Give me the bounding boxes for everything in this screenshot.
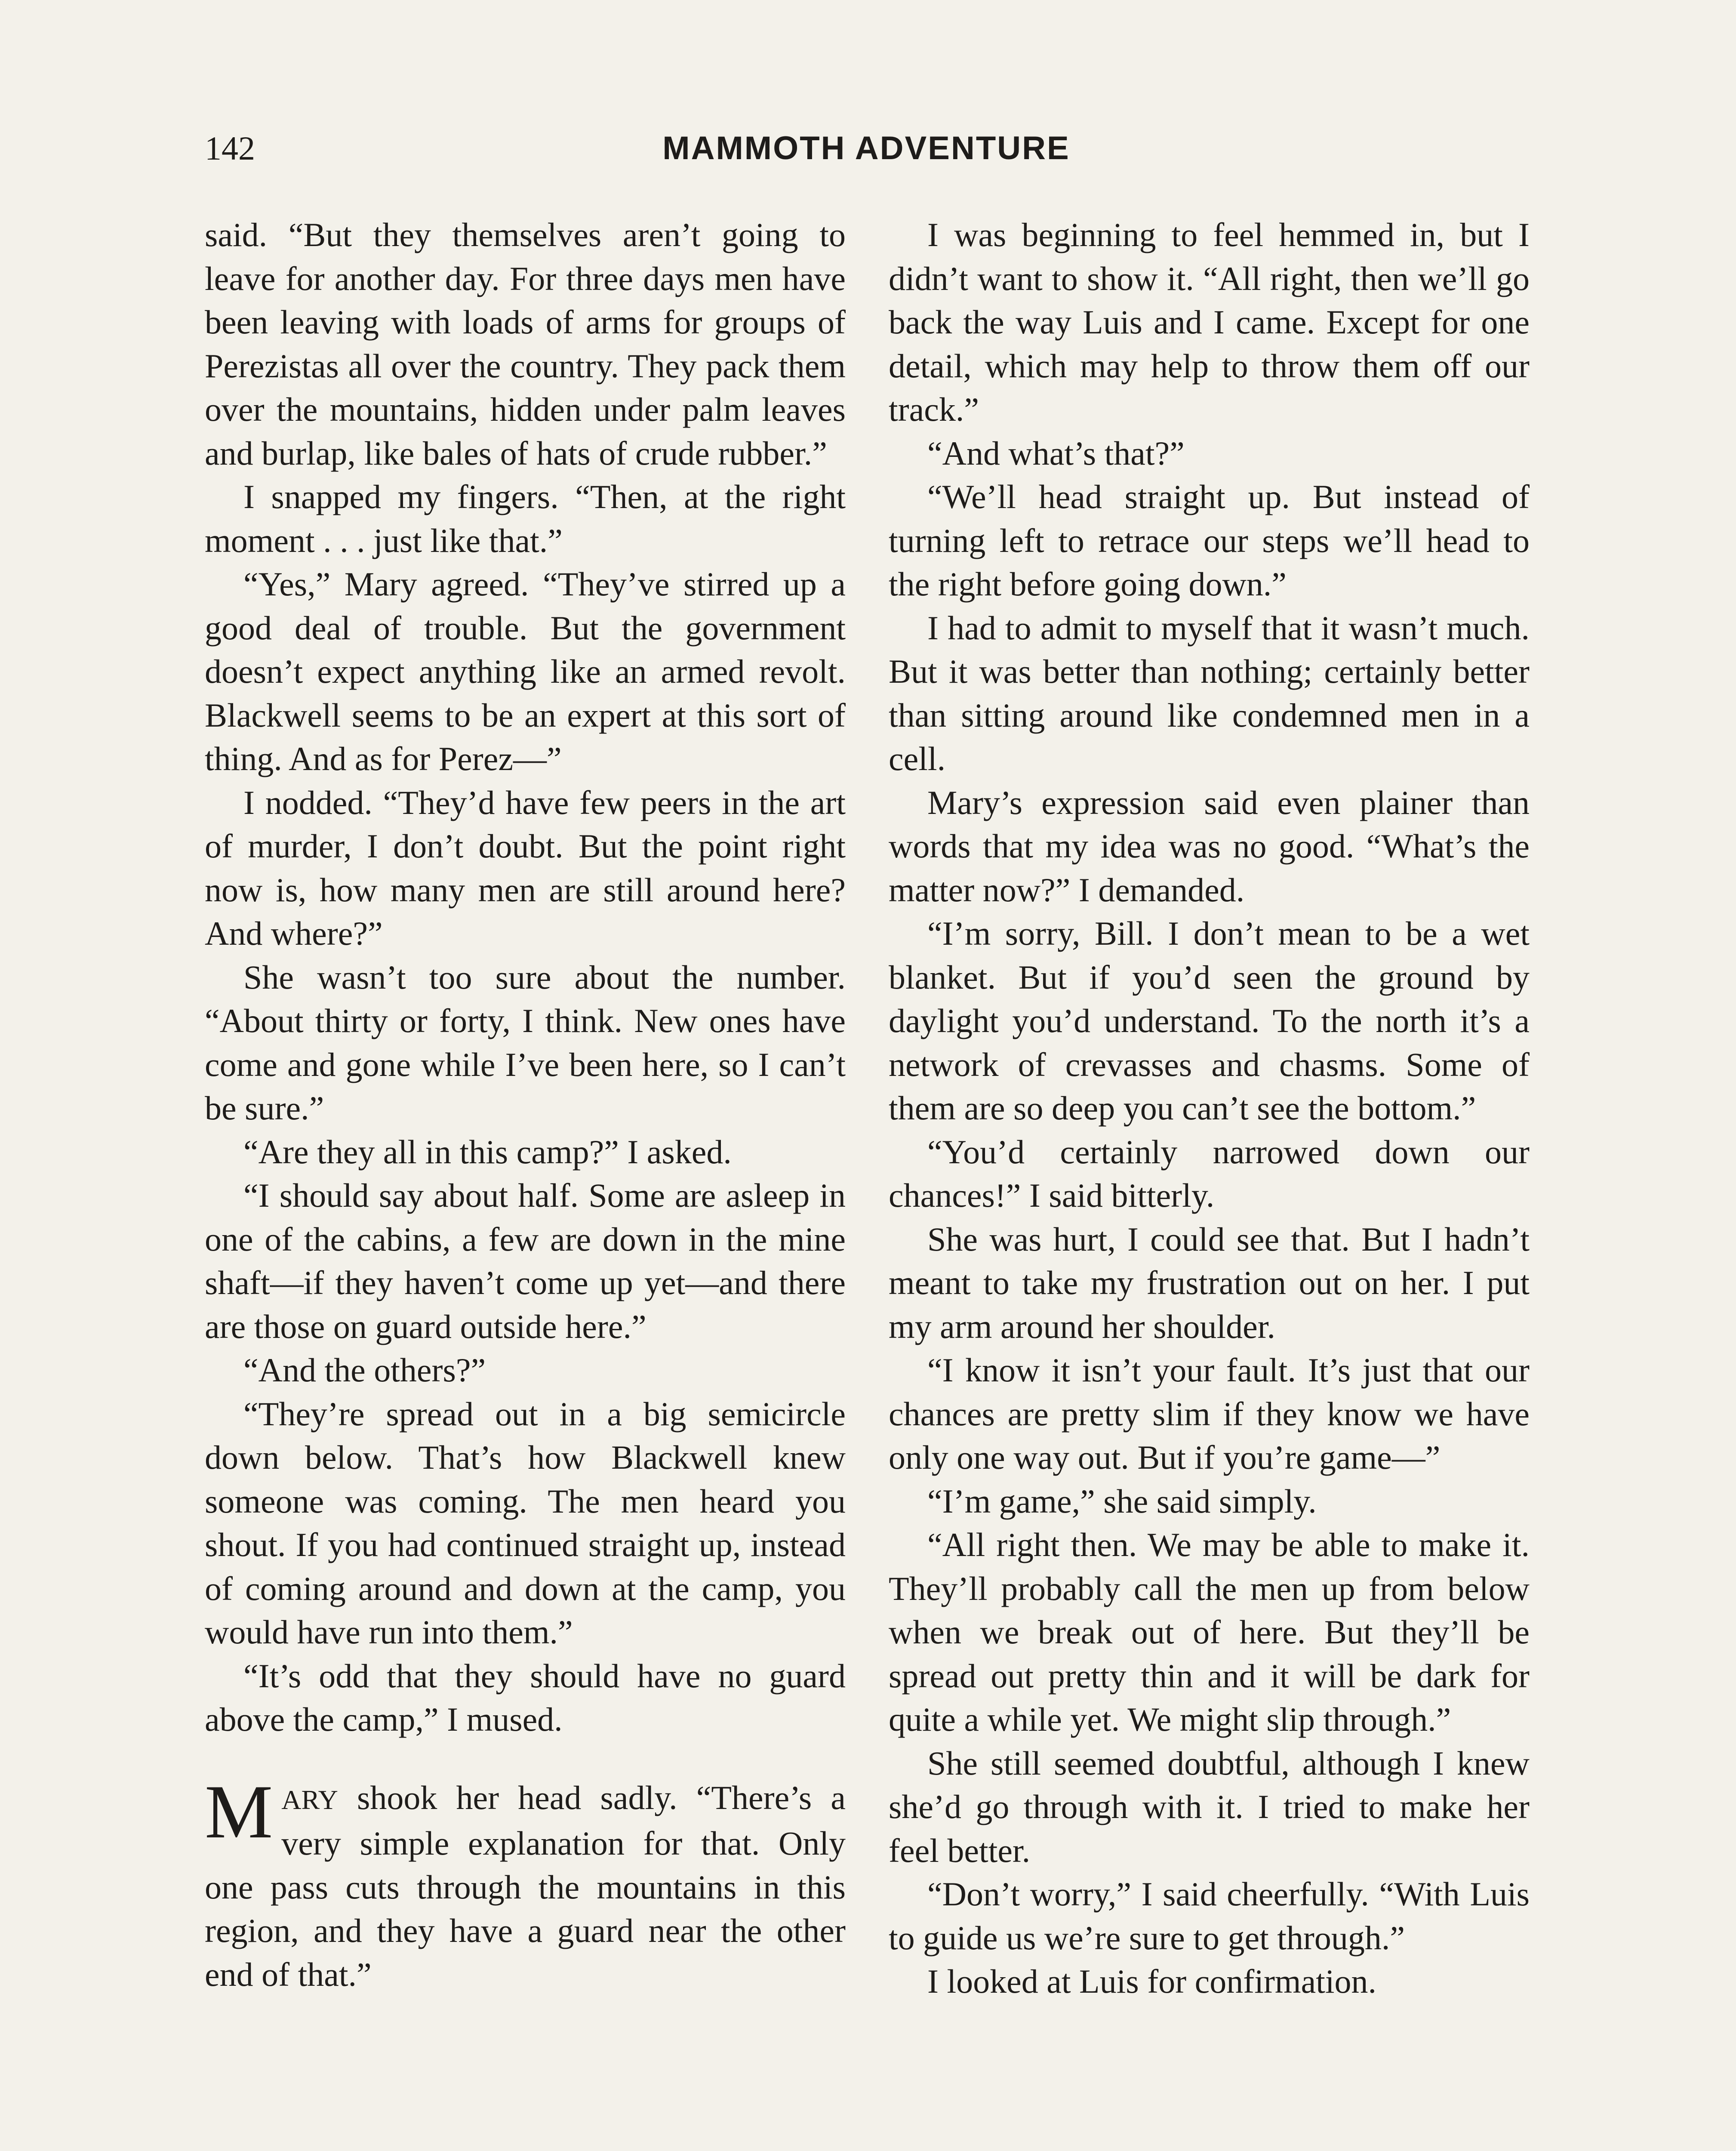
paragraph: “It’s odd that they should have no guard above the camp,” I mused. — [205, 1657, 846, 1738]
paragraph: I was beginning to feel hemmed in, but I didn’t want to show it. “All right, then we’ll go back the way Luis and I came. Except for one detail, which may help to throw them off our track.” — [889, 216, 1530, 428]
left-column — [205, 213, 846, 1996]
drop-cap: M — [205, 1769, 273, 1854]
paragraph: “Are they all in this camp?” I asked. — [243, 1133, 732, 1171]
paragraph: “They’re spread out in a big semicircle down below. That’s how Blackwell knew someone was coming. The men heard you shout. If you had continued straight up, instead of coming around and down at the camp, you would have run into them.” — [205, 1395, 846, 1651]
paragraph: “I know it isn’t your fault. It’s just that our chances are pretty slim if they know we have only one way out. But if you’re game—” — [889, 1351, 1530, 1476]
page-header — [205, 125, 1528, 176]
running-title: MAMMOTH ADVENTURE — [662, 130, 1070, 166]
right-column — [889, 213, 1530, 2003]
paragraph: said. “But they themselves aren’t going to leave for another day. For three days men have been leaving with loads of arms for groups of Perezistas all over the country. They pack them over the mountains, hidden under palm leaves and burlap, like bales of hats of crude rubber.” — [205, 216, 846, 472]
paragraph: “We’ll head straight up. But instead of turning left to retrace our steps we’ll head to the right before going down.” — [889, 478, 1530, 603]
paragraph: “And the others?” — [243, 1351, 486, 1389]
paragraph: “Don’t worry,” I said cheerfully. “With Luis to guide us we’re sure to get through.” — [889, 1875, 1530, 1957]
paragraph: “Yes,” Mary agreed. “They’ve stirred up a good deal of trouble. But the government doesn’t expect anything like an armed revolt. Blackwell seems to be an expert at this sort of thing. And as for Perez—” — [205, 565, 846, 777]
paragraph: I had to admit to myself that it wasn’t much. But it was better than nothing; certainly better than sitting around like condemned men in a cell. — [889, 609, 1530, 777]
paragraph: “And what’s that?” — [927, 434, 1185, 472]
paragraph: “I’m game,” she said simply. — [927, 1482, 1317, 1520]
paragraph: “All right then. We may be able to make it. They’ll probably call the men up from below when we break out of here. But they’ll be spread out pretty thin and it will be dark for quite a while yet. We might slip through.” — [889, 1526, 1530, 1738]
paragraph: I snapped my fingers. “Then, at the right moment . . . just like that.” — [205, 478, 846, 559]
page-number: 142 — [205, 129, 255, 167]
paragraph: Mary’s expression said even plainer than words that my idea was no good. “What’s the matter now?” I demanded. — [889, 783, 1530, 909]
paragraph: She was hurt, I could see that. But I hadn’t meant to take my frustration out on her. I put my arm around her shoulder. — [889, 1220, 1530, 1345]
paragraph: I looked at Luis for confirmation. — [927, 1963, 1377, 2000]
drop-cap-paragraph — [205, 1769, 846, 1997]
paragraph: “I’m sorry, Bill. I don’t mean to be a wet blanket. But if you’d seen the ground by daylight you’d understand. To the north it’s a network of crevasses and chasms. Some of them are so deep you can’t see the bottom.” — [889, 915, 1530, 1127]
paragraph: I nodded. “They’d have few peers in the art of murder, I don’t doubt. But the point right now is, how many men are still around here? And where?” — [205, 783, 846, 952]
paragraph: “I should say about half. Some are asleep in one of the cabins, a few are down in the mine shaft—if they haven’t come up yet—and there are those on guard outside here.” — [205, 1177, 846, 1345]
paragraph-text: shook her head sadly. “There’s a very simple explanation for that. Only one pass cuts through the mountains in this region, and they have a guard near the other end of that.” — [205, 1778, 846, 1993]
paragraph: She wasn’t too sure about the number. “About thirty or forty, I think. New ones have come and gone while I’ve been here, so I can’t be sure.” — [205, 958, 846, 1127]
paragraph: She still seemed doubtful, although I knew she’d go through with it. I tried to make her feel better. — [889, 1744, 1530, 1869]
small-caps-lead: ARY — [281, 1784, 338, 1815]
paragraph: “You’d certainly narrowed down our chances!” I said bitterly. — [889, 1133, 1530, 1214]
